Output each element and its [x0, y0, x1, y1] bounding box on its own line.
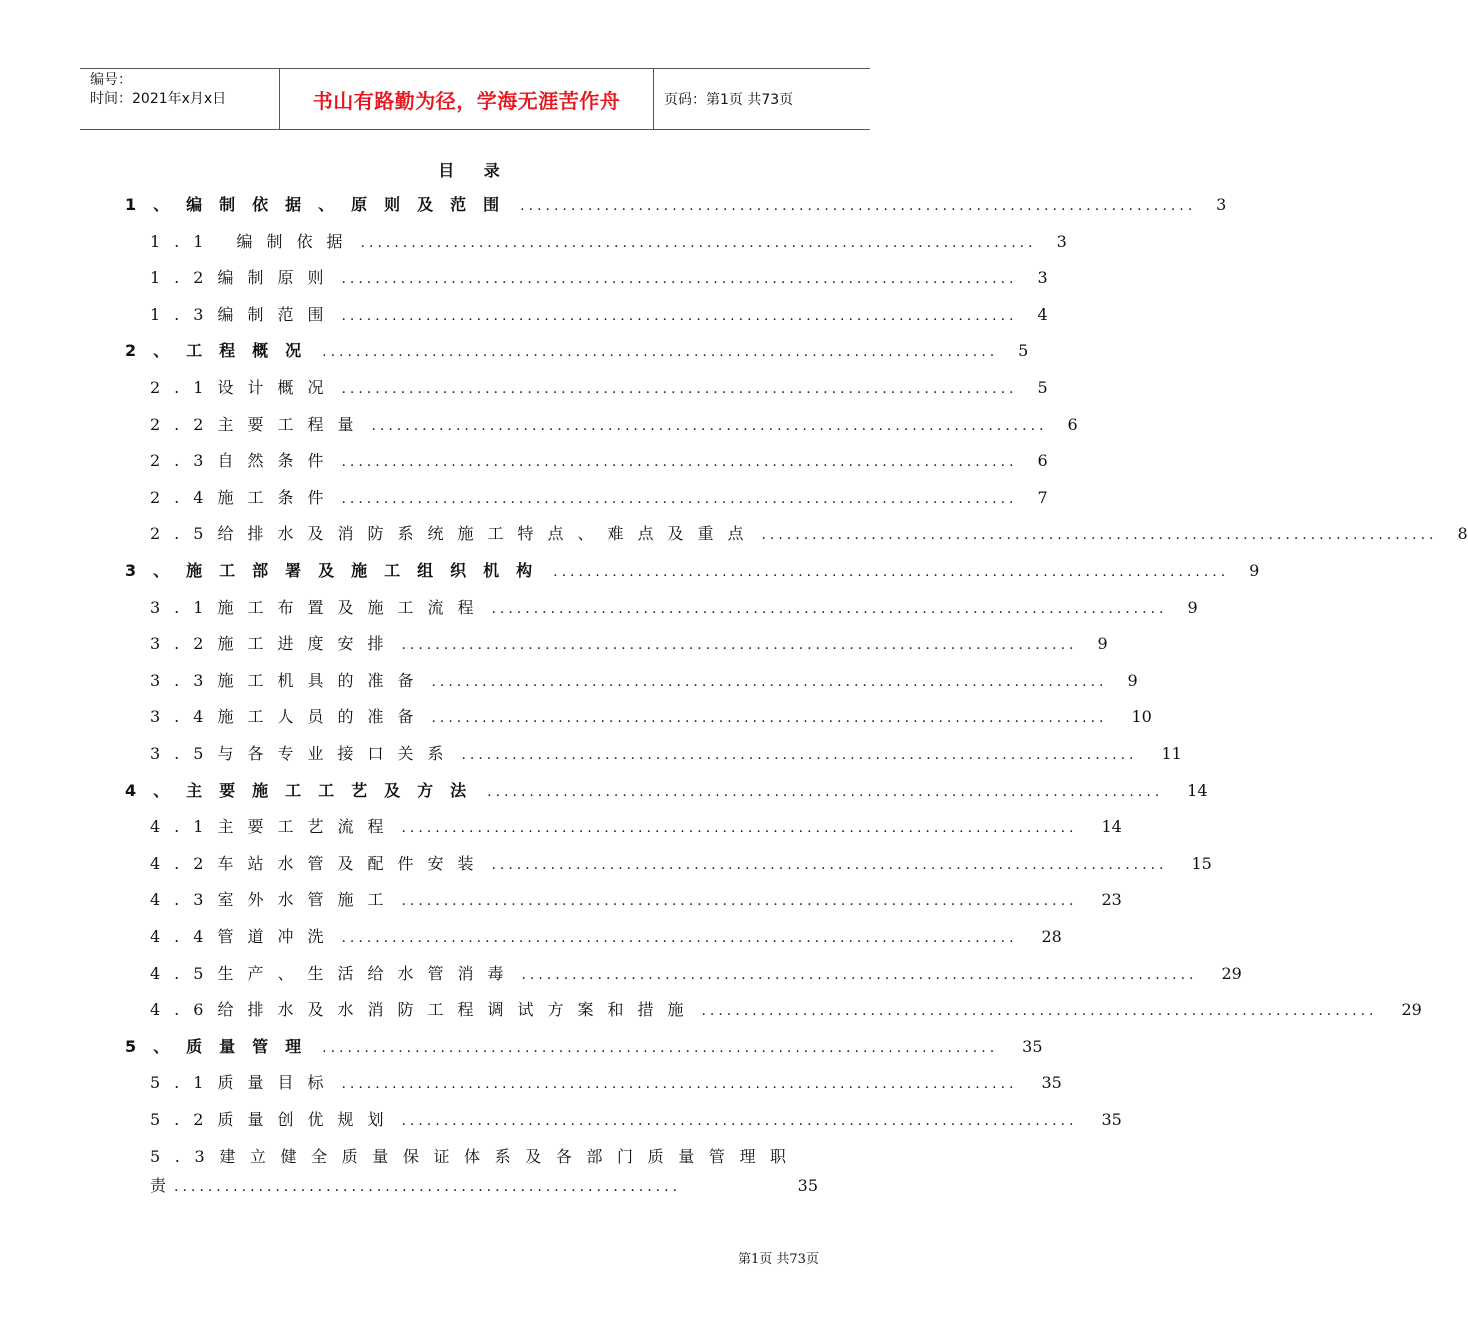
toc-entry-multiline[interactable]	[150, 1144, 818, 1196]
toc-entry-page: 8	[1457, 524, 1468, 544]
toc-entry-label: 4、主要施工工艺及方法	[125, 780, 484, 800]
toc-entry-page: 7	[1037, 487, 1048, 507]
toc-entry-label: 4.5生产、生活给水管消毒	[150, 963, 518, 983]
toc-entry[interactable]	[150, 595, 1198, 619]
toc-entry[interactable]	[150, 375, 1048, 399]
toc-leader-dots: ................................................................................	[322, 344, 999, 361]
toc-entry-label: 4.1主要工艺流程	[150, 817, 398, 837]
toc-entry-page: 3	[1216, 195, 1227, 214]
toc-entry[interactable]	[150, 924, 1062, 948]
toc-entry[interactable]	[150, 814, 1122, 838]
toc-leader-dots: ................................................................................	[341, 271, 1018, 288]
toc-leader-dots: ............................................................	[174, 1178, 682, 1195]
toc-entry-label: 2.5给排水及消防系统施工特点、难点及重点	[150, 524, 758, 544]
time-label: 时间：2021年x月x日	[90, 91, 227, 107]
toc-entry-page: 5	[1018, 341, 1029, 361]
toc-leader-dots: ................................................................................	[491, 600, 1168, 617]
toc-entry-page: 35	[1022, 1036, 1043, 1056]
toc-entry-label: 4.6给排水及水消防工程调试方案和措施	[150, 1000, 698, 1020]
toc-entry-label: 3、施工部署及施工组织机构	[125, 561, 550, 580]
toc-entry-label: 4.4管道冲洗	[150, 927, 338, 946]
toc-leader-dots: ................................................................................	[461, 747, 1138, 763]
toc-entry[interactable]	[125, 1034, 1043, 1058]
toc-entry[interactable]	[150, 412, 1078, 436]
toc-entry-label: 2.2主要工程量	[150, 414, 368, 434]
toc-entry-page: 9	[1249, 561, 1260, 580]
toc-entry-page: 6	[1067, 414, 1078, 434]
toc-entry-label-line1: 5.3建立健全质量保证体系及各部门质量管理职	[150, 1146, 801, 1166]
toc-entry-page: 23	[1101, 890, 1122, 910]
toc-entry-label-line2: 责	[150, 1175, 167, 1195]
toc-entry-page: 9	[1187, 597, 1198, 617]
toc-leader-dots: ................................................................................	[341, 307, 1018, 324]
toc-entry-label: 1.2编制原则	[150, 268, 338, 288]
toc-leader-dots: ................................................................................	[431, 673, 1108, 690]
toc-entry[interactable]	[150, 851, 1212, 875]
toc-leader-dots: ................................................................................	[341, 490, 1018, 507]
header-info-cell	[80, 69, 280, 129]
toc-entry-label: 3.3施工机具的准备	[150, 670, 428, 690]
toc-leader-dots: ................................................................................	[341, 930, 1018, 946]
toc-leader-dots: ................................................................................	[491, 856, 1168, 873]
toc-entry-page: 4	[1037, 304, 1048, 324]
toc-entry-page: 29	[1401, 1000, 1422, 1020]
toc-entry[interactable]	[150, 302, 1048, 326]
toc-leader-dots: ................................................................................	[553, 564, 1230, 580]
motto: 书山有路勤为径，学海无涯苦作舟	[280, 69, 654, 129]
toc-entry-label: 4.2车站水管及配件安装	[150, 853, 488, 873]
toc-leader-dots: ................................................................................	[322, 1039, 999, 1056]
toc-entry-label: 2、工程概况	[125, 341, 319, 361]
toc-entry[interactable]	[150, 741, 1182, 765]
toc-entry-page: 29	[1221, 963, 1242, 983]
toc-entry-page: 5	[1037, 378, 1048, 397]
toc-leader-dots: ................................................................................	[401, 820, 1078, 837]
toc-entry[interactable]	[125, 558, 1260, 582]
toc-entry[interactable]	[125, 338, 1029, 362]
toc-leader-dots: ................................................................................	[401, 637, 1078, 654]
toc-entry-label: 1.1 编制依据	[150, 231, 357, 251]
toc-leader-dots: ................................................................................	[761, 527, 1438, 544]
toc-entry-page: 35	[1101, 1110, 1122, 1129]
toc-entry[interactable]	[125, 778, 1208, 802]
toc-entry-label: 5.2质量创优规划	[150, 1110, 398, 1129]
toc-entry-label: 3.2施工进度安排	[150, 634, 398, 654]
toc-entry[interactable]	[150, 265, 1048, 289]
toc-leader-dots: ................................................................................	[360, 234, 1037, 251]
number-label: 编号：	[90, 72, 132, 88]
toc-entry[interactable]	[150, 668, 1138, 692]
page-footer: 第1页 共73页	[738, 1252, 819, 1267]
toc-entry-page: 10	[1131, 707, 1152, 727]
toc-entry-page: 15	[1191, 853, 1212, 873]
toc-entry[interactable]	[150, 887, 1122, 911]
toc-leader-dots: ................................................................................	[371, 417, 1048, 434]
toc-entry-label: 3.5与各专业接口关系	[150, 744, 458, 763]
toc-leader-dots: ................................................................................	[520, 198, 1197, 214]
toc-leader-dots: ................................................................................	[341, 454, 1018, 471]
toc-entry-page: 35	[797, 1175, 818, 1195]
toc-entry-label: 4.3室外水管施工	[150, 890, 398, 910]
toc-leader-dots: ................................................................................	[401, 1113, 1078, 1129]
toc-entry[interactable]	[125, 192, 1227, 216]
toc-entry-label: 3.1施工布置及施工流程	[150, 597, 488, 617]
toc-entry-label: 3.4施工人员的准备	[150, 707, 428, 727]
toc-entry-page: 11	[1161, 744, 1182, 763]
toc-entry[interactable]	[150, 485, 1048, 509]
toc-entry-line2	[150, 1173, 818, 1196]
toc-entry[interactable]	[150, 229, 1067, 253]
toc-entry-page: 3	[1056, 231, 1067, 251]
toc-entry[interactable]	[150, 448, 1048, 472]
toc-entry-label: 5.1质量目标	[150, 1073, 338, 1093]
toc-title: 目 录	[438, 161, 512, 180]
toc-entry-page: 28	[1041, 927, 1062, 946]
toc-leader-dots: ................................................................................	[487, 783, 1164, 800]
toc-entry-label: 5、质量管理	[125, 1036, 319, 1056]
toc-entry[interactable]	[150, 704, 1152, 728]
toc-entry-page: 14	[1101, 817, 1122, 837]
toc-entry-page: 9	[1127, 670, 1138, 690]
toc-entry-label: 2.1设计概况	[150, 378, 338, 397]
toc-entry[interactable]	[150, 1107, 1122, 1131]
toc-leader-dots: ................................................................................	[341, 381, 1018, 397]
toc-entry-page: 6	[1037, 451, 1048, 471]
toc-entry[interactable]	[150, 521, 1468, 545]
toc-leader-dots: ................................................................................	[341, 1076, 1018, 1093]
toc-entry-label: 1.3编制范围	[150, 304, 338, 324]
toc-entry[interactable]	[150, 997, 1422, 1021]
toc-entry-label: 2.4施工条件	[150, 487, 338, 507]
toc-entry[interactable]	[150, 1070, 1062, 1094]
toc-entry-label: 2.3自然条件	[150, 451, 338, 471]
header-page-label: 页码：第1页 共73页	[664, 92, 794, 108]
toc-entry-label: 1、编制依据、原则及范围	[125, 195, 517, 214]
toc-entry-page: 3	[1037, 268, 1048, 288]
toc-entry[interactable]	[150, 631, 1108, 655]
toc-entry-page: 35	[1041, 1073, 1062, 1093]
toc-entry[interactable]	[150, 961, 1242, 985]
toc-leader-dots: ................................................................................	[401, 893, 1078, 910]
toc-entry-page: 9	[1097, 634, 1108, 654]
header-table	[80, 68, 870, 130]
toc-leader-dots: ................................................................................	[431, 710, 1108, 727]
toc-leader-dots: ................................................................................	[521, 966, 1198, 983]
toc-entry-page: 14	[1187, 780, 1208, 800]
toc-leader-dots: ................................................................................	[701, 1003, 1378, 1020]
